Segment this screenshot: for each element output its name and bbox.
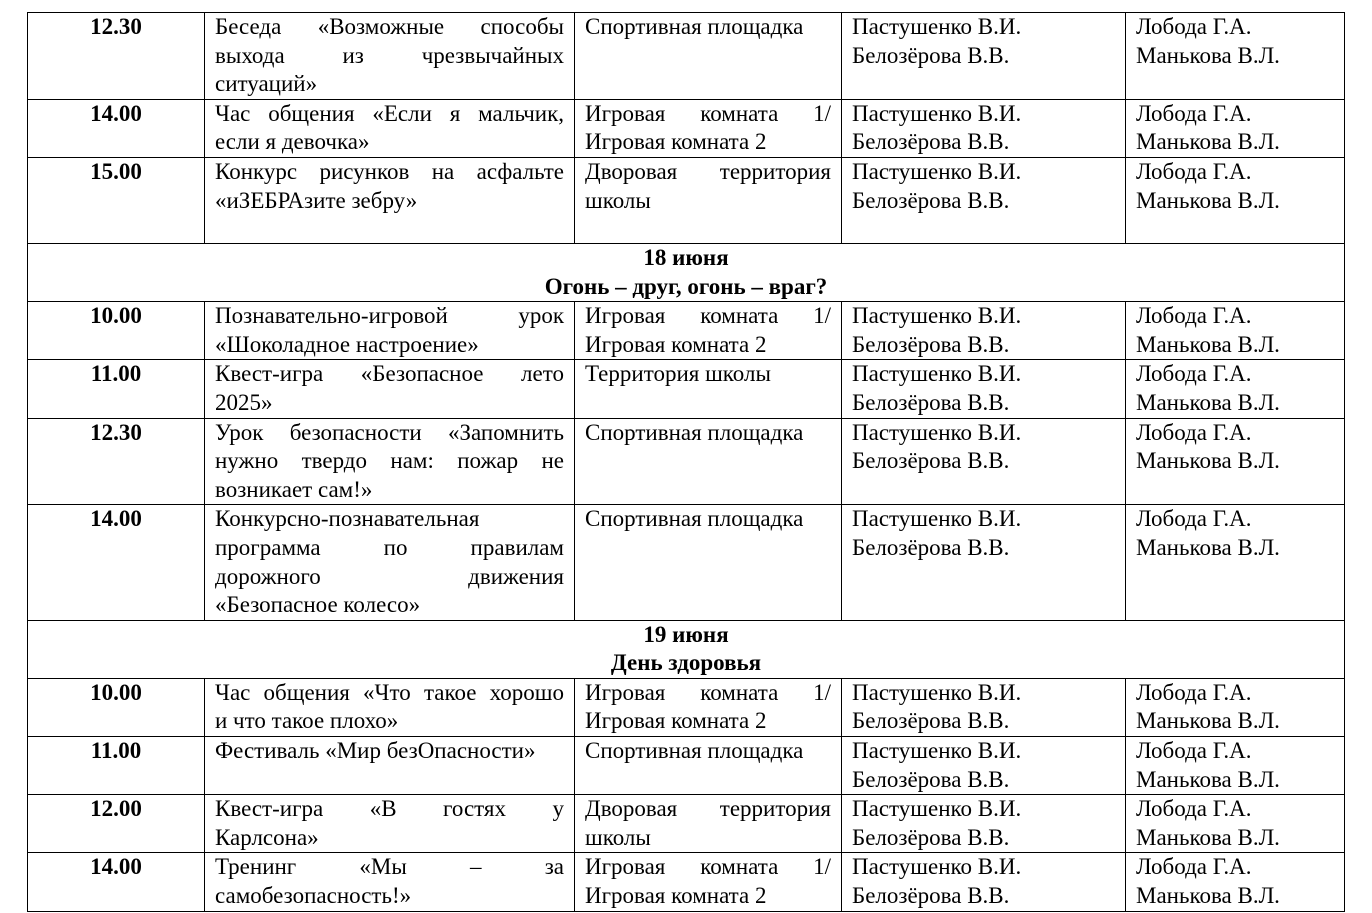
cell-line: Лобода Г.А. (1136, 158, 1252, 184)
day-date: 19 июня (643, 621, 729, 647)
cell-line: Игровая комната 2 (585, 331, 767, 357)
place-cell (575, 795, 842, 853)
responsible-cell (1126, 418, 1345, 505)
event-cell (205, 99, 575, 157)
cell-line: Тренинг «Мы – за (215, 854, 564, 880)
cell-line: Манькова В.Л. (1136, 331, 1280, 357)
cell-line: Карлсона» (215, 824, 319, 850)
time-cell: 12.30 (28, 13, 205, 100)
cell-line: Лобода Г.А. (1136, 854, 1252, 880)
cell-line: Пастушенко В.И. (852, 100, 1022, 126)
time-cell: 10.00 (28, 302, 205, 360)
cell-line: «Шоколадное настроение» (215, 331, 479, 357)
place-cell (575, 360, 842, 418)
place-cell (575, 678, 842, 736)
cell-line: Лобода Г.А. (1136, 419, 1252, 445)
cell-line: 2025» (215, 389, 273, 415)
cell-line: Лобода Г.А. (1136, 100, 1252, 126)
leaders-cell (842, 99, 1126, 157)
responsible-cell (1126, 360, 1345, 418)
time-cell: 10.00 (28, 678, 205, 736)
table-row (28, 13, 1345, 100)
table-row (28, 157, 1345, 243)
cell-line: Час общения «Если я мальчик, (215, 100, 564, 126)
event-cell (205, 795, 575, 853)
responsible-cell (1126, 157, 1345, 243)
place-cell (575, 418, 842, 505)
table-row (28, 678, 1345, 736)
leaders-cell (842, 302, 1126, 360)
cell-line: Спортивная площадка (585, 738, 804, 764)
cell-line: Конкурс рисунков на асфальте (215, 158, 564, 184)
cell-line: Игровая комната 1/ (585, 679, 831, 705)
cell-line: Игровая комната 1/ (585, 854, 831, 880)
cell-line: если я девочка» (215, 129, 370, 155)
cell-line: Игровая комната 1/ (585, 303, 831, 329)
cell-line: Белозёрова В.В. (852, 708, 1010, 734)
cell-line: нужно твердо нам: пожар не (215, 448, 564, 474)
day-theme: День здоровья (610, 650, 762, 676)
cell-line: школы (585, 187, 651, 213)
cell-line: выхода из чрезвычайных (215, 42, 564, 68)
schedule-body (28, 13, 1345, 912)
time-cell: 14.00 (28, 505, 205, 620)
day-date: 18 июня (643, 244, 729, 270)
table-row (28, 505, 1345, 620)
leaders-cell (842, 795, 1126, 853)
cell-line: Спортивная площадка (585, 419, 804, 445)
cell-line: Спортивная площадка (585, 14, 804, 39)
event-cell (205, 418, 575, 505)
event-cell (205, 678, 575, 736)
cell-line: Белозёрова В.В. (852, 883, 1010, 909)
cell-line: Игровая комната 2 (585, 883, 767, 909)
cell-line: Урок безопасности «Запомнить (215, 419, 564, 445)
table-row (28, 853, 1345, 911)
leaders-cell (842, 678, 1126, 736)
event-cell (205, 302, 575, 360)
responsible-cell (1126, 13, 1345, 100)
cell-line: Манькова В.Л. (1136, 883, 1280, 909)
day-header (28, 620, 1345, 678)
cell-line: Познавательно-игровой урок (215, 303, 564, 329)
responsible-cell (1126, 302, 1345, 360)
event-cell (205, 360, 575, 418)
cell-line: Лобода Г.А. (1136, 738, 1252, 764)
cell-line: Манькова В.Л. (1136, 129, 1280, 155)
time-cell: 11.00 (28, 360, 205, 418)
leaders-cell (842, 505, 1126, 620)
cell-line: Пастушенко В.И. (852, 796, 1022, 822)
cell-line: возникает сам!» (215, 476, 373, 502)
cell-line: ситуаций» (215, 71, 318, 97)
time-cell: 14.00 (28, 853, 205, 911)
cell-line: Манькова В.Л. (1136, 448, 1280, 474)
cell-line: Лобода Г.А. (1136, 679, 1252, 705)
event-cell (205, 853, 575, 911)
cell-line: Пастушенко В.И. (852, 158, 1022, 184)
cell-line: Пастушенко В.И. (852, 506, 1022, 532)
cell-line: Дворовая территория (585, 158, 831, 184)
leaders-cell (842, 360, 1126, 418)
cell-line: Час общения «Что такое хорошо (215, 679, 564, 705)
cell-line: Беседа «Возможные способы (215, 14, 564, 39)
cell-line: Игровая комната 2 (585, 129, 767, 155)
cell-line: и что такое плохо» (215, 708, 399, 734)
responsible-cell (1126, 795, 1345, 853)
leaders-cell (842, 737, 1126, 795)
cell-line: Дворовая территория (585, 796, 831, 822)
table-row (28, 737, 1345, 795)
event-cell (205, 505, 575, 620)
cell-line: Белозёрова В.В. (852, 42, 1010, 68)
cell-line: Пастушенко В.И. (852, 303, 1022, 329)
place-cell (575, 13, 842, 100)
cell-line: Пастушенко В.И. (852, 738, 1022, 764)
table-row (28, 302, 1345, 360)
table-row (28, 360, 1345, 418)
time-cell: 12.30 (28, 418, 205, 505)
day-header-row (28, 620, 1345, 678)
cell-line: Манькова В.Л. (1136, 766, 1280, 792)
event-cell (205, 737, 575, 795)
place-cell (575, 853, 842, 911)
cell-line: «иЗЕБРАзите зебру» (215, 187, 418, 213)
cell-line: Манькова В.Л. (1136, 42, 1280, 68)
cell-line: программа по правилам (215, 534, 564, 560)
cell-line: Манькова В.Л. (1136, 824, 1280, 850)
place-cell (575, 302, 842, 360)
cell-line: Белозёрова В.В. (852, 129, 1010, 155)
cell-line: Белозёрова В.В. (852, 534, 1010, 560)
event-cell (205, 13, 575, 100)
place-cell (575, 737, 842, 795)
leaders-cell (842, 853, 1126, 911)
cell-line: «Безопасное колесо» (215, 592, 421, 618)
cell-line: Конкурсно-познавательная (215, 506, 480, 532)
cell-line: школы (585, 824, 651, 850)
cell-line: Манькова В.Л. (1136, 187, 1280, 213)
cell-line: Пастушенко В.И. (852, 419, 1022, 445)
place-cell (575, 157, 842, 243)
cell-line: Белозёрова В.В. (852, 448, 1010, 474)
cell-line: Лобода Г.А. (1136, 506, 1252, 532)
cell-line: Пастушенко В.И. (852, 361, 1022, 387)
cell-line: Пастушенко В.И. (852, 854, 1022, 880)
cell-line: Белозёрова В.В. (852, 766, 1010, 792)
responsible-cell (1126, 99, 1345, 157)
time-cell: 14.00 (28, 99, 205, 157)
table-row (28, 795, 1345, 853)
responsible-cell (1126, 853, 1345, 911)
event-cell (205, 157, 575, 243)
cell-line: Белозёрова В.В. (852, 187, 1010, 213)
day-header-row (28, 243, 1345, 301)
cell-line: Пастушенко В.И. (852, 14, 1022, 39)
cell-line: Манькова В.Л. (1136, 389, 1280, 415)
table-row (28, 418, 1345, 505)
cell-line: дорожного движения (215, 563, 564, 589)
cell-line: самобезопасность!» (215, 883, 412, 909)
cell-line: Фестиваль «Мир безОпасности» (215, 738, 536, 764)
place-cell (575, 505, 842, 620)
time-cell: 11.00 (28, 737, 205, 795)
cell-line: Лобода Г.А. (1136, 796, 1252, 822)
schedule-table (27, 12, 1345, 912)
cell-line: Квест-игра «В гостях у (215, 796, 564, 822)
cell-line: Игровая комната 2 (585, 708, 767, 734)
time-cell: 15.00 (28, 157, 205, 243)
cell-line: Лобода Г.А. (1136, 361, 1252, 387)
leaders-cell (842, 13, 1126, 100)
responsible-cell (1126, 505, 1345, 620)
cell-line: Территория школы (585, 361, 771, 387)
cell-line: Манькова В.Л. (1136, 708, 1280, 734)
cell-line: Манькова В.Л. (1136, 534, 1280, 560)
cell-line: Лобода Г.А. (1136, 303, 1252, 329)
cell-line: Пастушенко В.И. (852, 679, 1022, 705)
responsible-cell (1126, 737, 1345, 795)
cell-line: Спортивная площадка (585, 506, 804, 532)
place-cell (575, 99, 842, 157)
leaders-cell (842, 418, 1126, 505)
table-row (28, 99, 1345, 157)
responsible-cell (1126, 678, 1345, 736)
cell-line: Игровая комната 1/ (585, 100, 831, 126)
leaders-cell (842, 157, 1126, 243)
cell-line: Белозёрова В.В. (852, 331, 1010, 357)
cell-line: Квест-игра «Безопасное лето (215, 361, 564, 387)
time-cell: 12.00 (28, 795, 205, 853)
day-header (28, 243, 1345, 301)
cell-line: Белозёрова В.В. (852, 824, 1010, 850)
cell-line: Лобода Г.А. (1136, 14, 1252, 39)
day-theme: Огонь – друг, огонь – враг? (544, 273, 828, 299)
cell-line: Белозёрова В.В. (852, 389, 1010, 415)
